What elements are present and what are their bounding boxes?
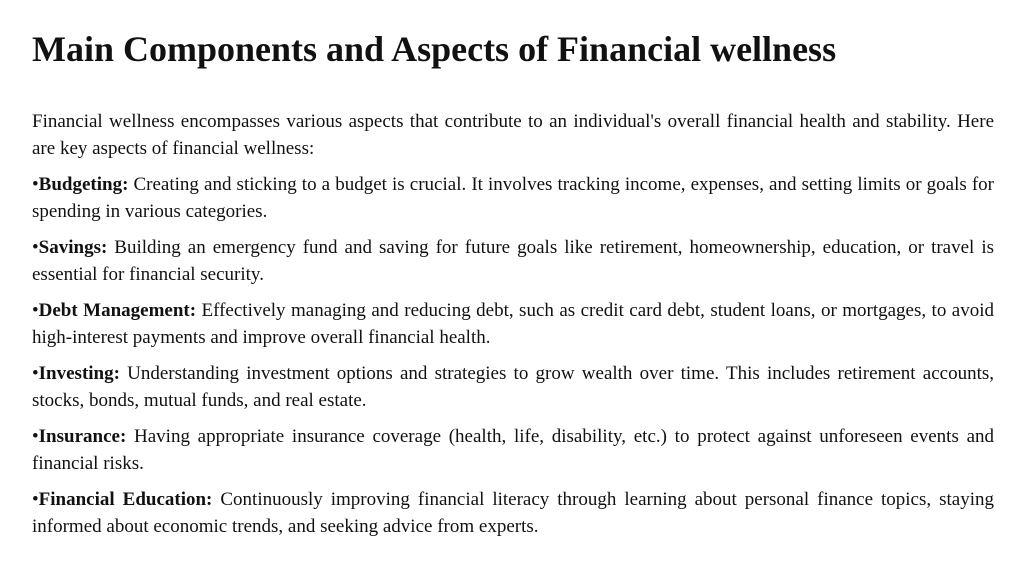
bullet-text: Having appropriate insurance coverage (health, life, disability, etc.) to protect against unforeseen events and financial risks. [32, 426, 994, 474]
bullet-term: Debt Management: [38, 300, 197, 321]
bullet-marker: • [32, 426, 39, 447]
bullet-marker: • [32, 489, 39, 510]
bullet-item-investing [32, 360, 994, 414]
bullet-marker: • [32, 237, 39, 258]
bullet-text: Building an emergency fund and saving for future goals like retirement, homeownership, education, or travel is essential for financial security. [32, 237, 994, 285]
bullet-marker: • [32, 300, 39, 321]
slide-body [32, 108, 994, 549]
bullet-term: Insurance: [38, 426, 127, 447]
bullet-text: Effectively managing and reducing debt, such as credit card debt, student loans, or mortgages, to avoid high-interest payments and improve overall financial health. [32, 300, 994, 348]
bullet-item-insurance [32, 423, 994, 477]
bullet-term: Savings: [38, 237, 108, 258]
bullet-item-debt-management [32, 297, 994, 351]
bullet-item-budgeting [32, 171, 994, 225]
bullet-marker: • [32, 363, 39, 384]
bullet-term: Investing: [38, 363, 120, 384]
bullet-term: Budgeting: [38, 174, 129, 195]
slide-title: Main Components and Aspects of Financial wellness [32, 29, 837, 69]
bullet-text: Continuously improving financial literacy through learning about personal finance topics, staying informed about economic trends, and seeking advice from experts. [32, 489, 994, 537]
intro-paragraph: Financial wellness encompasses various aspects that contribute to an individual's overall financial health and stability. Here are key aspects of financial wellness: [32, 111, 994, 159]
bullet-term: Financial Education: [38, 489, 213, 510]
bullet-item-financial-education [32, 486, 994, 540]
bullet-text: Understanding investment options and strategies to grow wealth over time. This includes retirement accounts, stocks, bonds, mutual funds, and real estate. [32, 363, 994, 411]
bullet-text: Creating and sticking to a budget is crucial. It involves tracking income, expenses, and setting limits or goals for spending in various categories. [32, 174, 994, 222]
bullet-marker: • [32, 174, 39, 195]
bullet-item-savings [32, 234, 994, 288]
